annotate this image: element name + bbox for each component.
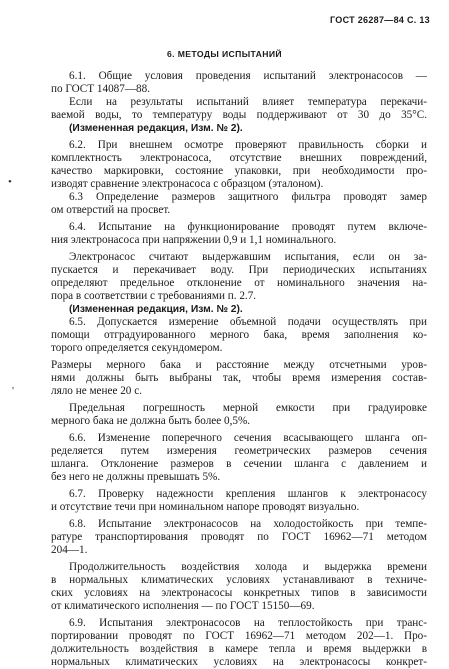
- text-line: помощи отградуированного мерного бака, время заполнения ко-: [51, 329, 427, 341]
- amendment-note: (Измененная редакция, Изм. № 2).: [69, 304, 243, 315]
- text-line: Размеры мерного бака и расстояние между отсчетными уров-: [51, 359, 427, 371]
- text-line: 6.9. Испытания электронасосов на теплостойкость при транс-: [69, 617, 427, 629]
- text-line: мерного бака не должна быть более 0,5%.: [51, 415, 251, 427]
- text-line: ваемой воды, то температуру воды поддерживают от 30 до 35°С.: [51, 109, 427, 121]
- document-body: [51, 70, 427, 669]
- text-line: изводят сравнение электронасоса с образцом (эталоном).: [51, 178, 324, 190]
- text-line: 6.3 Определение размеров защитного фильтра проводят замер: [69, 191, 427, 203]
- text-line: 6.5. Допускается измерение объемной подачи осуществлять при: [69, 316, 427, 328]
- text-line: по ГОСТ 14087—88.: [51, 83, 151, 95]
- amendment-note: (Измененная редакция, Изм. № 2).: [69, 123, 243, 134]
- text-line: ределяется путем измерения геометрических размеров сечения: [51, 445, 427, 457]
- text-line: шланга. Отклонение размеров в сечении шланга с давлением и: [51, 458, 427, 470]
- page-header: ГОСТ 26287—84 С. 13: [329, 15, 430, 25]
- text-line: 204—1.: [51, 544, 88, 556]
- section-title: 6. МЕТОДЫ ИСПЫТАНИЙ: [166, 49, 283, 59]
- text-line: 6.6. Изменение поперечного сечения всасывающего шланга оп-: [69, 432, 427, 444]
- text-line: 6.1. Общие условия проведения испытаний электронасосов —: [69, 70, 427, 82]
- text-line: нями должны быть выбраны так, чтобы время измерения состав-: [51, 372, 427, 384]
- text-line: Электронасос считают выдержавшим испытания, если он за-: [69, 251, 427, 263]
- text-line: ом отверстий на просвет.: [51, 204, 171, 216]
- text-line: торого определяется секундомером.: [51, 342, 223, 354]
- text-line: Если на результаты испытаний влияет температура перекачи-: [69, 96, 427, 108]
- text-line: качество маркировки, состояние упаковки, при необходимости про-: [51, 165, 427, 177]
- text-line: от климатического исполнения — по ГОСТ 15150—69.: [51, 600, 315, 612]
- margin-mark: •: [8, 176, 12, 188]
- text-line: 6.4. Испытание на функционирование проводят путем включе-: [69, 221, 427, 233]
- text-line: пускается и перекачивает воду. При периодических испытаниях: [51, 264, 427, 276]
- text-line: ния электронасоса при напряжении 0,9 и 1,1 номинального.: [51, 234, 337, 246]
- text-line: определяют предельное отклонение от номинального значения на-: [51, 277, 427, 289]
- text-line: в нормальных климатических условиях устанавливают в техниче-: [51, 574, 427, 586]
- text-line: без него не должны превышать 5%.: [51, 471, 221, 483]
- text-line: комплектность электронасоса, отсутствие внешних повреждений,: [51, 152, 427, 164]
- text-line: должительность воздействия в камере тепла и время выдержки в: [51, 643, 427, 655]
- text-line: портировании проводят по ГОСТ 16962—71 методом 202—1. Про-: [51, 630, 427, 642]
- text-line: и отсутствие течи при номинальном напоре проводят визуально.: [51, 501, 360, 513]
- text-line: 6.2. При внешнем осмотре проверяют правильность сборки и: [69, 139, 427, 151]
- text-line: 6.7. Проверку надежности крепления шлангов к электронасосу: [69, 488, 427, 500]
- text-line: нормальных климатических условиях на электронасосы конкрет-: [51, 656, 427, 668]
- text-line: Предельная погрешность мерной емкости при градуировке: [69, 402, 427, 414]
- text-line: ских условиях на электронасосы конкретных типов в зависимости: [51, 587, 427, 599]
- text-line: Продолжительность воздействия холода и выдержка времени: [69, 561, 427, 573]
- text-line: ратуре транспортирования проводят по ГОСТ 16962—71 методом: [51, 531, 427, 543]
- text-line: 6.8. Испытание электронасосов на холодостойкость при темпе-: [69, 518, 427, 530]
- margin-mark: ': [12, 385, 14, 397]
- text-line: ляло не менее 20 с.: [51, 385, 142, 397]
- text-line: пора в соответствии с требованиями п. 2.7.: [51, 290, 257, 302]
